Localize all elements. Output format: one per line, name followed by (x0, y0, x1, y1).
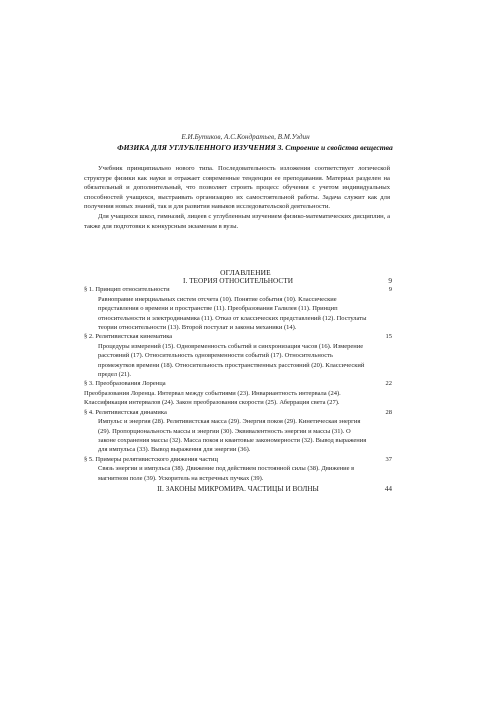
toc-page-number: 37 (385, 455, 392, 463)
toc-section-body: Равноправие инерциальных систем отсчета (10). Понятие события (10). Классические представления о времени и пространстве (11). Преобразования Галилея (11). Принцип относительности и электродинамика (11). Отказ от классических представлений (12). Постулаты теории относительности (13). Второй постулат и законы механики (14). (98, 295, 367, 332)
toc-section-4 (84, 408, 392, 455)
toc-section-5 (84, 455, 392, 483)
toc-part-1 (84, 276, 392, 285)
toc-part-title: I. ТЕОРИЯ ОТНОСИТЕЛЬНОСТИ (183, 276, 293, 285)
toc-page-number: 28 (385, 408, 392, 416)
toc-section-title: § 5. Примеры релятивистского движения частиц (84, 455, 218, 463)
toc-section-title: § 4. Релятивистская динамика (84, 408, 167, 416)
toc-part-2 (84, 484, 392, 493)
toc-page-number: 44 (384, 483, 392, 493)
table-of-contents (84, 276, 392, 493)
toc-section-body: Преобразования Лоренца. Интервал между событиями (23). Инвариантность интервала (24). Классификация интервалов (24). Закон преобразования скорости (25). Аберрация света (27). (84, 389, 341, 407)
abstract (84, 164, 390, 231)
toc-page-number: 9 (388, 276, 392, 285)
toc-page-number: 9 (388, 286, 392, 294)
toc-section-body: Импульс и энергия (28). Релятивистская масса (29). Энергия покоя (29). Кинетическая энергия (29). Пропорциональность массы и энергии (30). Эквивалентность энергии и массы (31). О законе сохранения массы (32). Масса покоя и квантовые закономерности (32). Вывод выражения для импульса (33). Вывод выражения для энергии (36). (98, 418, 367, 454)
toc-section-body: Связь энергии и импульса (38). Движение под действием постоянной силы (38). Движение в магнитном поле (39). Ускоритель на встречных пучках (39). (98, 465, 355, 482)
toc-section-title: § 2. Релятивистская кинематика (84, 333, 173, 341)
abstract-paragraph: Учебник принципиально нового типа. Последовательность изложения соответствует логической структуре физики как науки и отражает современные тенденции ее преподавания. Материал разделен на обязательный и дополнительный, что позволяет строить процесс обучения с учетом индивидуальных способностей учащихся, выстраивать организацию их самостоятельной работы. Задача служит как для получения новых знаний, так и для развития навыков исследовательской деятельности. (84, 165, 390, 211)
toc-section-1 (84, 285, 392, 332)
authors-line: Е.И.Бутиков, А.С.Кондратьев, В.М.Уздин (181, 133, 310, 141)
toc-section-title: § 3. Преобразования Лоренца (84, 380, 166, 388)
toc-heading: ОГЛАВЛЕНИЕ (220, 268, 271, 277)
book-title: ФИЗИКА ДЛЯ УГЛУБЛЕННОГО ИЗУЧЕНИЯ 3. Строение и свойства вещества (117, 143, 393, 152)
toc-section-body: Процедуры измерений (15). Одновременность событий и синхронизация часов (16). Измерение расстояний (17). Относительность одновременности событий (17). Относительность промежутков времени (18). Относительность пространственных расстояний (20). Классический предел (21). (98, 342, 365, 379)
toc-section-3 (84, 379, 392, 407)
toc-section-2 (84, 332, 392, 379)
toc-page-number: 22 (385, 380, 392, 388)
toc-part-title: II. ЗАКОНЫ МИКРОМИРА. ЧАСТИЦЫ И ВОЛНЫ (157, 483, 319, 493)
toc-page-number: 15 (385, 333, 392, 341)
abstract-paragraph: Для учащихся школ, гимназий, лицеев с углубленным изучением физико-математических дисциплин, а также для подготовки к конкурсным экзаменам в вузы. (84, 212, 390, 230)
toc-section-title: § 1. Принцип относительности (84, 286, 170, 294)
